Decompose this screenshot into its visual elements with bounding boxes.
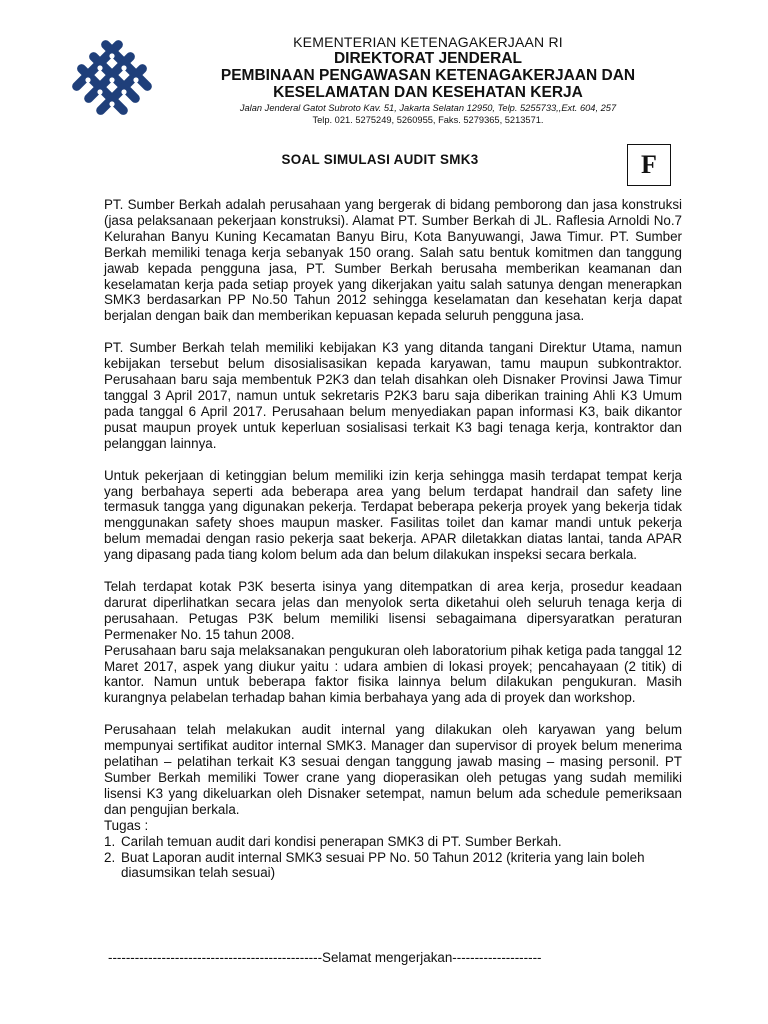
task-text: Carilah temuan audit dari kondisi penerapan SMK3 di PT. Sumber Berkah. [121, 833, 562, 849]
document-code-box: F [627, 144, 671, 186]
paragraph-company-profile: PT. Sumber Berkah adalah perusahaan yang bergerak di bidang pemborong dan jasa konstruksi (jasa pelaksanaan pekerjaan konstruksi). Alamat PT. Sumber Berkah di JL. Raflesia Arnoldi No.7 Kelurahan Banyu Kuning Kecamatan Banyu Biru, Kota Banyuwangi, Jawa Timur. PT. Sumber Berkah memiliki tenaga kerja sebanyak 150 orang. Salah satu bentuk komitmen dan tanggung jawab kepada pengguna jasa, PT. Sumber Berkah berusaha memberikan keamanan dan keselamatan kerja pada setiap proyek yang dikerjakan yaitu salah satunya dengan menerapkan SMK3 berdasarkan PP No.50 Tahun 2012 sehingga keselamatan dan kesehatan kerja dapat berjalan dengan baik dan memberikan kepuasan kepada seluruh pengguna jasa. [104, 197, 682, 324]
division-line-2: KESELAMATAN DAN KESEHATAN KERJA [273, 84, 583, 101]
task-number: 2. [104, 849, 116, 865]
task-number: 1. [104, 833, 116, 849]
paragraph-first-aid: Telah terdapat kotak P3K beserta isinya yang ditempatkan di area kerja, prosedur keadaan darurat diperlihatkan secara jelas dan menyolok serta diketahui oleh seluruh tenaga kerja di perusahaan. Petugas P3K belum memiliki lisensi sebagaimana dipersyaratkan peraturan Permenaker No. 15 tahun 2008. [104, 579, 682, 642]
closing-line: ------------------------------------------------Selamat mengerjakan-------------------- [108, 950, 542, 965]
task-text: Buat Laporan audit internal SMK3 sesuai PP No. 50 Tahun 2012 (kriteria yang lain boleh diasumsikan telah sesuai) [121, 849, 645, 881]
ministry-name: KEMENTERIAN KETENAGAKERJAAN RI [293, 34, 563, 50]
list-item [104, 850, 682, 882]
document-title: SOAL SIMULASI AUDIT SMK3 [281, 152, 479, 167]
paragraph-height-work: Untuk pekerjaan di ketinggian belum memiliki izin kerja sehingga masih terdapat tempat kerja yang berbahaya seperti ada beberapa area yang belum terdapat handrail dan safety line termasuk tangga yang digunakan pekerja. Terdapat beberapa pekerja proyek yang bekerja tidak menggunakan safety shoes maupun masker. Fasilitas toilet dan kamar mandi untuk pekerja belum memadai dengan rasio pekerja saat bekerja. APAR diletakkan diatas lantai, tanda APAR yang dipasang pada tiang kolom belum ada dan belum dilakukan inspeksi secara berkala. [104, 467, 682, 563]
paragraph-measurement: Perusahaan baru saja melaksanakan pengukuran oleh laboratorium pihak ketiga pada tanggal 12 Maret 2017, aspek yang diukur yaitu : udara ambien di lokasi proyek; pencahayaan (2 titik) di kantor. Namun untuk beberapa faktor fisika lainnya belum dilakukan pengukuran. Masih kurangnya pelabelan terhadap bahan kimia berbahaya yang ada di proyek dan workshop. [104, 642, 682, 706]
tasks-list [104, 834, 682, 882]
letterhead [168, 34, 688, 126]
address-line-2: Telp. 021. 5275249, 5260955, Faks. 5279365, 5213571. [312, 115, 544, 125]
paragraph-k3-policy: PT. Sumber Berkah telah memiliki kebijakan K3 yang ditanda tangani Direktur Utama, namun kebijakan tersebut belum disosialisasikan kepada karyawan, tamu maupun subkontraktor. Perusahaan baru saja membentuk P2K3 dan telah disahkan oleh Disnaker Provinsi Jawa Timur tanggal 3 April 2017, namun untuk sekretaris P2K3 baru saja diberikan training Ahli K3 Umum pada tanggal 6 April 2017. Perusahaan belum menyediakan papan informasi K3, baik dikantor pusat maupun proyek untuk keperluan sosialisasi terkait K3 bagi tenaga kerja, kontraktor dan pelanggan lainnya. [104, 340, 682, 451]
division-line-1: PEMBINAAN PENGAWASAN KETENAGAKERJAAN DAN [220, 67, 636, 84]
address-line-1: Jalan Jenderal Gatot Subroto Kav. 51, Jakarta Selatan 12950, Telp. 5255733,,Ext. 604, 257 [239, 103, 617, 113]
tasks-heading: Tugas : [104, 817, 149, 833]
document-body [104, 197, 682, 881]
list-item [104, 834, 682, 850]
directorate-name: DIREKTORAT JENDERAL [333, 50, 523, 67]
kemnaker-logo-icon [62, 36, 162, 124]
paragraph-internal-audit: Perusahaan telah melakukan audit internal yang dilakukan oleh karyawan yang belum mempunyai sertifikat auditor internal SMK3. Manager dan supervisor di proyek belum menerima pelatihan – pelatihan terkait K3 sesuai dengan tanggung jawab masing – masing personil. PT Sumber Berkah memiliki Tower crane yang dioperasikan oleh petugas yang sudah memiliki lisensi K3 yang dikeluarkan oleh Disnaker setempat, namun belum ada schedule pemeriksaan dan pengujian berkala. [104, 722, 682, 817]
